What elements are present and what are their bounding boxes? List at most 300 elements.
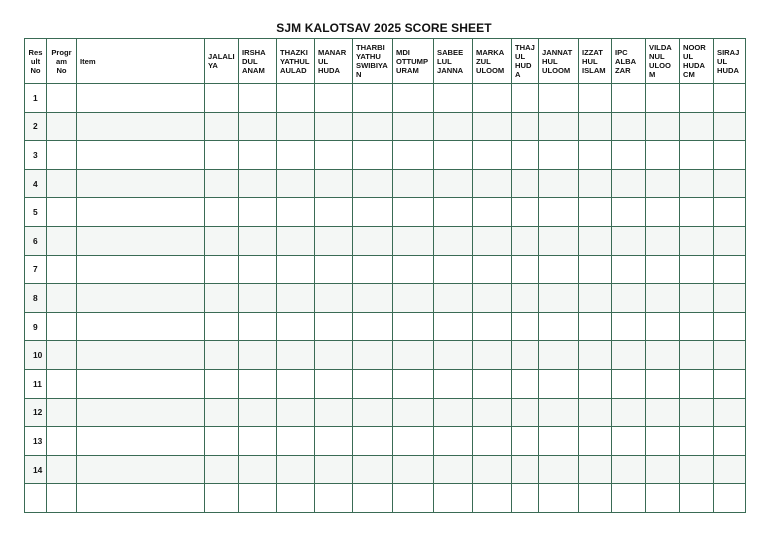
score-cell[interactable] <box>353 484 393 513</box>
score-cell[interactable] <box>646 455 680 484</box>
score-cell[interactable] <box>353 141 393 170</box>
score-cell[interactable] <box>539 141 579 170</box>
col-header-noorul-huda-cm: NOOR UL HUDA CM <box>680 39 714 84</box>
score-cell[interactable] <box>646 169 680 198</box>
score-cell[interactable] <box>315 369 353 398</box>
result-number-cell: 9 <box>25 312 47 341</box>
score-cell[interactable] <box>315 427 353 456</box>
score-cell[interactable] <box>646 141 680 170</box>
score-cell[interactable] <box>512 312 539 341</box>
score-cell[interactable] <box>434 169 473 198</box>
score-cell[interactable] <box>393 341 434 370</box>
table-row <box>25 369 746 398</box>
score-cell[interactable] <box>579 484 612 513</box>
score-cell[interactable] <box>512 84 539 113</box>
score-cell[interactable] <box>512 369 539 398</box>
score-cell[interactable] <box>315 255 353 284</box>
score-cell[interactable] <box>353 169 393 198</box>
score-cell[interactable] <box>47 141 77 170</box>
score-cell[interactable] <box>434 226 473 255</box>
result-number-cell: 10 <box>25 341 47 370</box>
score-cell[interactable] <box>512 484 539 513</box>
score-cell[interactable] <box>612 312 646 341</box>
score-cell[interactable] <box>539 284 579 313</box>
score-cell[interactable] <box>646 484 680 513</box>
score-cell[interactable] <box>47 198 77 227</box>
score-cell[interactable] <box>205 427 239 456</box>
score-cell[interactable] <box>205 484 239 513</box>
score-cell[interactable] <box>277 312 315 341</box>
score-cell[interactable] <box>205 312 239 341</box>
score-cell[interactable] <box>393 369 434 398</box>
score-cell[interactable] <box>353 284 393 313</box>
score-cell[interactable] <box>512 226 539 255</box>
score-cell[interactable] <box>205 84 239 113</box>
score-cell[interactable] <box>239 312 277 341</box>
score-cell[interactable] <box>353 398 393 427</box>
score-cell[interactable] <box>47 255 77 284</box>
score-cell[interactable] <box>277 169 315 198</box>
score-cell[interactable] <box>315 226 353 255</box>
score-cell[interactable] <box>77 398 205 427</box>
score-cell[interactable] <box>47 455 77 484</box>
score-cell[interactable] <box>646 312 680 341</box>
sheet-title: SJM KALOTSAV 2025 SCORE SHEET <box>276 21 492 35</box>
score-cell[interactable] <box>353 369 393 398</box>
score-cell[interactable] <box>434 141 473 170</box>
score-cell[interactable] <box>434 398 473 427</box>
score-cell[interactable] <box>77 84 205 113</box>
score-cell[interactable] <box>539 484 579 513</box>
score-cell[interactable] <box>646 198 680 227</box>
score-cell[interactable] <box>680 398 714 427</box>
score-cell[interactable] <box>277 369 315 398</box>
score-cell[interactable] <box>205 398 239 427</box>
score-cell[interactable] <box>47 398 77 427</box>
score-cell[interactable] <box>714 226 746 255</box>
col-header-program-no: Progr am No <box>47 39 77 84</box>
score-cell[interactable] <box>277 84 315 113</box>
score-cell[interactable] <box>277 284 315 313</box>
score-cell[interactable] <box>239 398 277 427</box>
score-cell[interactable] <box>277 112 315 141</box>
score-cell[interactable] <box>539 255 579 284</box>
score-cell[interactable] <box>512 455 539 484</box>
score-cell[interactable] <box>512 169 539 198</box>
col-header-sirajul-huda: SIRAJ UL HUDA <box>714 39 746 84</box>
score-cell[interactable] <box>680 226 714 255</box>
score-cell[interactable] <box>205 141 239 170</box>
score-cell[interactable] <box>680 427 714 456</box>
score-cell[interactable] <box>612 255 646 284</box>
score-cell[interactable] <box>473 169 512 198</box>
score-cell[interactable] <box>353 112 393 141</box>
score-cell[interactable] <box>239 284 277 313</box>
score-cell[interactable] <box>315 341 353 370</box>
table-row <box>25 312 746 341</box>
score-cell[interactable] <box>473 284 512 313</box>
score-cell[interactable] <box>277 198 315 227</box>
score-cell[interactable] <box>714 141 746 170</box>
score-cell[interactable] <box>205 112 239 141</box>
score-cell[interactable] <box>393 255 434 284</box>
score-cell[interactable] <box>680 198 714 227</box>
score-cell[interactable] <box>393 312 434 341</box>
score-cell[interactable] <box>353 255 393 284</box>
score-cell[interactable] <box>239 255 277 284</box>
score-cell[interactable] <box>434 312 473 341</box>
score-cell[interactable] <box>473 484 512 513</box>
score-cell[interactable] <box>714 84 746 113</box>
score-cell[interactable] <box>77 141 205 170</box>
table-row <box>25 427 746 456</box>
score-cell[interactable] <box>205 255 239 284</box>
score-cell[interactable] <box>315 484 353 513</box>
score-cell[interactable] <box>434 255 473 284</box>
score-cell[interactable] <box>473 398 512 427</box>
score-cell[interactable] <box>434 84 473 113</box>
score-cell[interactable] <box>239 341 277 370</box>
score-cell[interactable] <box>512 284 539 313</box>
score-cell[interactable] <box>353 198 393 227</box>
score-cell[interactable] <box>473 369 512 398</box>
col-header-item: Item <box>77 39 205 84</box>
score-cell[interactable] <box>315 455 353 484</box>
score-cell[interactable] <box>315 112 353 141</box>
score-cell[interactable] <box>393 84 434 113</box>
score-cell[interactable] <box>239 226 277 255</box>
score-cell[interactable] <box>277 398 315 427</box>
score-cell[interactable] <box>47 84 77 113</box>
score-cell[interactable] <box>512 341 539 370</box>
col-header-sabeelul-janna: SABEE LUL JANNA <box>434 39 473 84</box>
score-cell[interactable] <box>579 84 612 113</box>
result-number-cell: 11 <box>25 369 47 398</box>
score-cell[interactable] <box>393 427 434 456</box>
score-cell[interactable] <box>277 341 315 370</box>
table-row <box>25 141 746 170</box>
score-cell[interactable] <box>680 169 714 198</box>
score-cell[interactable] <box>77 312 205 341</box>
score-cell[interactable] <box>473 427 512 456</box>
score-cell[interactable] <box>77 455 205 484</box>
score-cell[interactable] <box>714 484 746 513</box>
score-cell[interactable] <box>512 112 539 141</box>
result-number-cell: 3 <box>25 141 47 170</box>
table-row <box>25 484 746 513</box>
score-cell[interactable] <box>612 341 646 370</box>
score-cell[interactable] <box>714 284 746 313</box>
result-number-cell: 13 <box>25 427 47 456</box>
score-cell[interactable] <box>434 341 473 370</box>
col-header-markazul-uloom: MARKA ZUL ULOOM <box>473 39 512 84</box>
score-cell[interactable] <box>512 198 539 227</box>
result-number-cell: 4 <box>25 169 47 198</box>
score-cell[interactable] <box>77 484 205 513</box>
score-cell[interactable] <box>205 455 239 484</box>
score-cell[interactable] <box>680 484 714 513</box>
score-cell[interactable] <box>77 198 205 227</box>
score-cell[interactable] <box>579 455 612 484</box>
score-cell[interactable] <box>277 226 315 255</box>
score-cell[interactable] <box>680 455 714 484</box>
score-cell[interactable] <box>579 198 612 227</box>
table-row <box>25 284 746 313</box>
score-cell[interactable] <box>539 398 579 427</box>
score-cell[interactable] <box>680 112 714 141</box>
score-cell[interactable] <box>646 112 680 141</box>
col-header-izzathul-islam: IZZAT HUL ISLAM <box>579 39 612 84</box>
score-cell[interactable] <box>539 198 579 227</box>
score-cell[interactable] <box>393 455 434 484</box>
score-cell[interactable] <box>434 455 473 484</box>
score-cell[interactable] <box>612 398 646 427</box>
score-cell[interactable] <box>714 169 746 198</box>
score-cell[interactable] <box>434 484 473 513</box>
score-cell[interactable] <box>393 169 434 198</box>
col-header-thazkiyathul-aulad: THAZKI YATHUL AULAD <box>277 39 315 84</box>
score-cell[interactable] <box>539 84 579 113</box>
score-cell[interactable] <box>473 112 512 141</box>
score-cell[interactable] <box>612 455 646 484</box>
score-cell[interactable] <box>393 398 434 427</box>
score-cell[interactable] <box>277 484 315 513</box>
score-cell[interactable] <box>315 398 353 427</box>
col-header-thajul-huda: THAJ UL HUD A <box>512 39 539 84</box>
score-cell[interactable] <box>473 226 512 255</box>
score-cell[interactable] <box>353 427 393 456</box>
score-cell[interactable] <box>473 312 512 341</box>
score-cell[interactable] <box>539 369 579 398</box>
score-cell[interactable] <box>646 255 680 284</box>
score-cell[interactable] <box>714 341 746 370</box>
score-cell[interactable] <box>315 169 353 198</box>
score-cell[interactable] <box>353 312 393 341</box>
score-cell[interactable] <box>393 484 434 513</box>
score-cell[interactable] <box>579 312 612 341</box>
score-cell[interactable] <box>680 284 714 313</box>
score-cell[interactable] <box>239 427 277 456</box>
score-cell[interactable] <box>539 427 579 456</box>
score-cell[interactable] <box>277 427 315 456</box>
score-cell[interactable] <box>612 169 646 198</box>
score-cell[interactable] <box>77 427 205 456</box>
score-cell[interactable] <box>393 141 434 170</box>
score-cell[interactable] <box>680 312 714 341</box>
score-cell[interactable] <box>579 255 612 284</box>
score-cell[interactable] <box>539 226 579 255</box>
col-header-result-no: Res ult No <box>25 39 47 84</box>
result-number-cell: 7 <box>25 255 47 284</box>
score-cell[interactable] <box>47 112 77 141</box>
score-cell[interactable] <box>239 141 277 170</box>
score-cell[interactable] <box>239 369 277 398</box>
score-cell[interactable] <box>315 312 353 341</box>
score-cell[interactable] <box>539 455 579 484</box>
score-cell[interactable] <box>612 369 646 398</box>
score-cell[interactable] <box>646 398 680 427</box>
score-cell[interactable] <box>579 284 612 313</box>
score-cell[interactable] <box>77 255 205 284</box>
score-cell[interactable] <box>393 112 434 141</box>
score-cell[interactable] <box>205 169 239 198</box>
col-header-tharbiyathu-swibiyan: THARBI YATHU SWIBIYA N <box>353 39 393 84</box>
score-cell[interactable] <box>539 169 579 198</box>
score-cell[interactable] <box>353 226 393 255</box>
score-cell[interactable] <box>473 341 512 370</box>
score-cell[interactable] <box>77 169 205 198</box>
score-cell[interactable] <box>239 198 277 227</box>
score-cell[interactable] <box>612 226 646 255</box>
score-cell[interactable] <box>77 112 205 141</box>
score-cell[interactable] <box>315 284 353 313</box>
col-header-irshadul-anam: IRSHA DUL ANAM <box>239 39 277 84</box>
score-cell[interactable] <box>393 284 434 313</box>
result-number-cell: 5 <box>25 198 47 227</box>
score-cell[interactable] <box>646 226 680 255</box>
score-cell[interactable] <box>434 112 473 141</box>
score-table <box>24 38 746 513</box>
result-number-cell: 14 <box>25 455 47 484</box>
score-cell[interactable] <box>714 312 746 341</box>
score-cell[interactable] <box>579 398 612 427</box>
score-cell[interactable] <box>434 369 473 398</box>
score-cell[interactable] <box>277 455 315 484</box>
score-cell[interactable] <box>315 141 353 170</box>
score-cell[interactable] <box>539 112 579 141</box>
score-cell[interactable] <box>714 198 746 227</box>
score-cell[interactable] <box>277 255 315 284</box>
score-cell[interactable] <box>714 112 746 141</box>
col-header-mdi-ottumpuram: MDI OTTUMP URAM <box>393 39 434 84</box>
score-cell[interactable] <box>353 455 393 484</box>
score-cell[interactable] <box>205 369 239 398</box>
score-cell[interactable] <box>680 255 714 284</box>
score-cell[interactable] <box>47 284 77 313</box>
result-number-cell: 8 <box>25 284 47 313</box>
score-cell[interactable] <box>47 484 77 513</box>
col-header-jannathul-uloom: JANNAT HUL ULOOM <box>539 39 579 84</box>
score-cell[interactable] <box>77 369 205 398</box>
score-cell[interactable] <box>473 455 512 484</box>
score-cell[interactable] <box>205 284 239 313</box>
score-cell[interactable] <box>47 226 77 255</box>
score-cell[interactable] <box>680 84 714 113</box>
score-cell[interactable] <box>205 341 239 370</box>
score-cell[interactable] <box>714 455 746 484</box>
table-row <box>25 198 746 227</box>
score-cell[interactable] <box>239 84 277 113</box>
score-cell[interactable] <box>539 312 579 341</box>
score-cell[interactable] <box>646 84 680 113</box>
score-cell[interactable] <box>77 226 205 255</box>
score-cell[interactable] <box>579 112 612 141</box>
table-row <box>25 84 746 113</box>
score-cell[interactable] <box>473 141 512 170</box>
score-cell[interactable] <box>393 226 434 255</box>
score-cell[interactable] <box>47 341 77 370</box>
col-header-manarul-huda: MANAR UL HUDA <box>315 39 353 84</box>
score-cell[interactable] <box>434 198 473 227</box>
score-cell[interactable] <box>205 198 239 227</box>
score-cell[interactable] <box>353 84 393 113</box>
score-cell[interactable] <box>579 369 612 398</box>
score-cell[interactable] <box>512 427 539 456</box>
score-cell[interactable] <box>612 141 646 170</box>
score-cell[interactable] <box>277 141 315 170</box>
score-cell[interactable] <box>512 398 539 427</box>
score-cell[interactable] <box>434 427 473 456</box>
score-cell[interactable] <box>47 312 77 341</box>
score-cell[interactable] <box>579 226 612 255</box>
score-cell[interactable] <box>205 226 239 255</box>
score-cell[interactable] <box>77 284 205 313</box>
result-number-cell <box>25 484 47 513</box>
score-cell[interactable] <box>579 141 612 170</box>
score-cell[interactable] <box>579 427 612 456</box>
table-row <box>25 226 746 255</box>
score-cell[interactable] <box>612 112 646 141</box>
score-cell[interactable] <box>512 141 539 170</box>
score-cell[interactable] <box>612 484 646 513</box>
score-cell[interactable] <box>77 341 205 370</box>
score-cell[interactable] <box>239 169 277 198</box>
score-cell[interactable] <box>315 198 353 227</box>
score-cell[interactable] <box>646 427 680 456</box>
score-cell[interactable] <box>315 84 353 113</box>
score-cell[interactable] <box>646 284 680 313</box>
col-header-jalaliya: JALALI YA <box>205 39 239 84</box>
score-cell[interactable] <box>714 398 746 427</box>
score-cell[interactable] <box>473 255 512 284</box>
score-cell[interactable] <box>239 112 277 141</box>
table-row <box>25 341 746 370</box>
score-cell[interactable] <box>612 84 646 113</box>
score-cell[interactable] <box>393 198 434 227</box>
col-header-vildanul-uloom: VILDA NUL ULOO M <box>646 39 680 84</box>
score-cell[interactable] <box>239 484 277 513</box>
score-cell[interactable] <box>612 427 646 456</box>
score-cell[interactable] <box>646 369 680 398</box>
score-cell[interactable] <box>680 369 714 398</box>
score-cell[interactable] <box>473 84 512 113</box>
score-cell[interactable] <box>646 341 680 370</box>
score-cell[interactable] <box>539 341 579 370</box>
score-cell[interactable] <box>579 169 612 198</box>
score-cell[interactable] <box>47 169 77 198</box>
header-row <box>25 39 746 84</box>
result-number-cell: 12 <box>25 398 47 427</box>
result-number-cell: 1 <box>25 84 47 113</box>
score-cell[interactable] <box>353 341 393 370</box>
score-cell[interactable] <box>612 284 646 313</box>
score-cell[interactable] <box>47 427 77 456</box>
score-cell[interactable] <box>473 198 512 227</box>
score-cell[interactable] <box>612 198 646 227</box>
score-cell[interactable] <box>714 369 746 398</box>
score-cell[interactable] <box>239 455 277 484</box>
score-cell[interactable] <box>714 255 746 284</box>
score-cell[interactable] <box>47 369 77 398</box>
score-cell[interactable] <box>680 341 714 370</box>
score-cell[interactable] <box>714 427 746 456</box>
score-cell[interactable] <box>512 255 539 284</box>
result-number-cell: 6 <box>25 226 47 255</box>
score-cell[interactable] <box>579 341 612 370</box>
table-row <box>25 112 746 141</box>
score-cell[interactable] <box>434 284 473 313</box>
score-cell[interactable] <box>680 141 714 170</box>
